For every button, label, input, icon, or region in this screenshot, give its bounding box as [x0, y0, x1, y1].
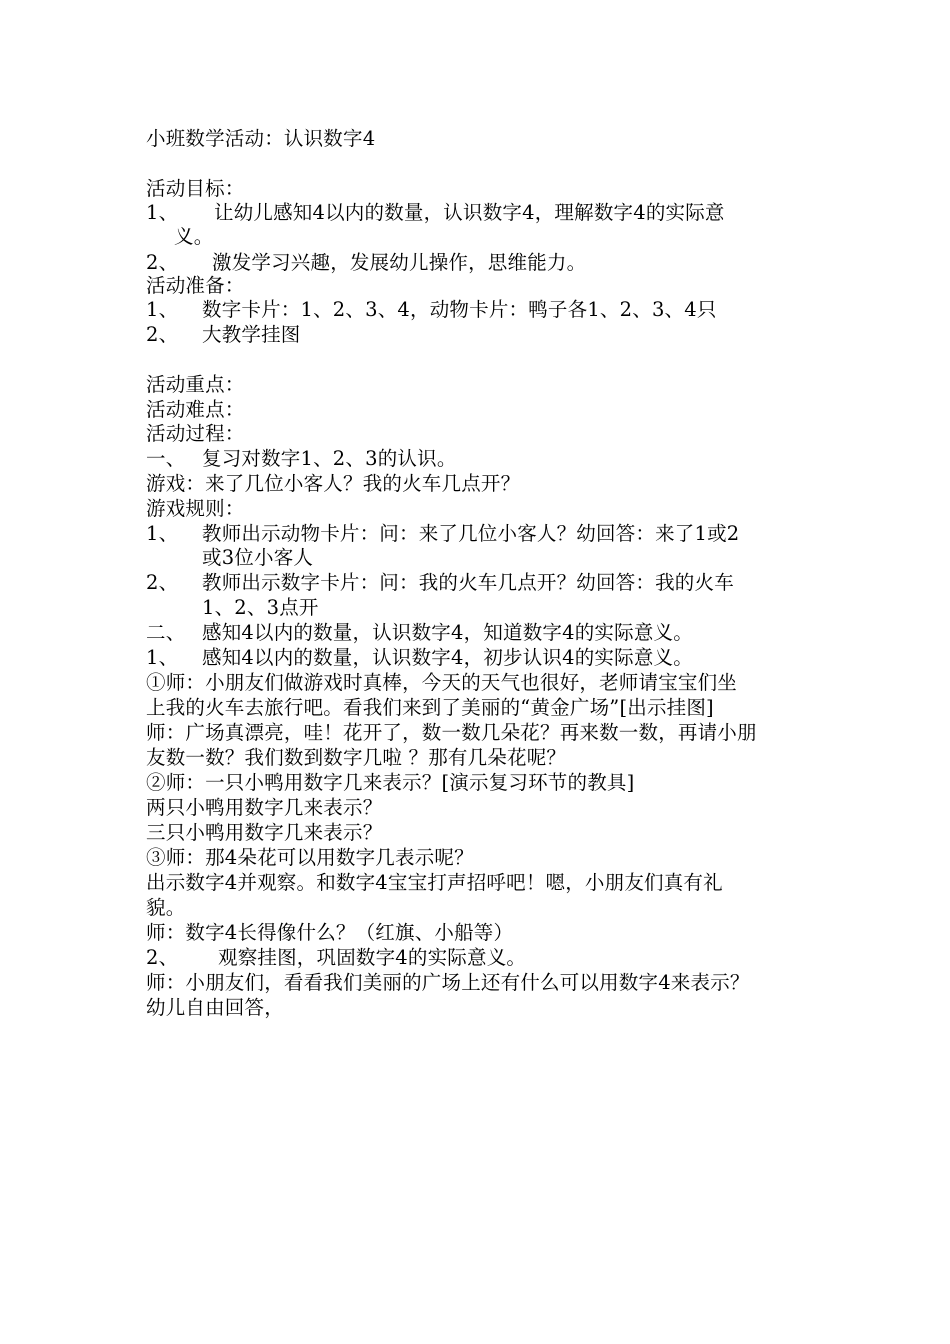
goal-1-continuation: 义。 [174, 225, 214, 248]
prep-1-text: 数字卡片：1、2、3、4，动物卡片：鸭子各1、2、3、4只 [202, 298, 717, 321]
body-line-6: 两只小鸭用数字几来表示？ [146, 796, 383, 819]
rule-1-text: 教师出示动物卡片：问：来了几位小客人？幼回答：来了1或2 [202, 522, 740, 545]
doc-title: 小班数学活动：认识数字4 [146, 127, 376, 150]
substep-2-text: 观察挂图，巩固数字4的实际意义。 [218, 946, 527, 969]
rule-item-2 [146, 571, 734, 595]
substep-1 [146, 646, 693, 670]
goal-item-1 [146, 201, 725, 225]
process-heading: 活动过程： [146, 422, 245, 445]
body-line-13: 幼儿自由回答， [146, 996, 284, 1019]
substep-1-text: 感知4以内的数量，认识数字4，初步认识4的实际意义。 [202, 646, 693, 669]
prep-item-2 [146, 323, 301, 347]
goal-item-2 [146, 251, 586, 275]
goals-heading: 活动目标： [146, 177, 245, 200]
body-line-4: 友数一数？我们数到数字几啦 ？那有几朵花呢？ [146, 746, 567, 769]
difficulties-heading: 活动难点： [146, 398, 245, 421]
rule-1-number: 1、 [146, 522, 179, 545]
rule-1-continuation: 或3位小客人 [202, 546, 314, 569]
rule-2-text: 教师出示数字卡片：问：我的火车几点开？幼回答：我的火车 [202, 571, 734, 594]
body-line-10: 貌。 [146, 896, 186, 919]
goal-1-text: 让幼儿感知4以内的数量，认识数字4，理解数字4的实际意 [214, 201, 725, 224]
process-step-1-number: 一、 [146, 447, 186, 470]
body-line-7: 三只小鸭用数字几来表示？ [146, 821, 383, 844]
process-step-2-number: 二、 [146, 621, 186, 644]
process-step-2 [146, 621, 693, 645]
substep-2-number: 2、 [146, 946, 179, 969]
body-line-1: ①师：小朋友们做游戏时真棒，今天的天气也很好，老师请宝宝们坐 [146, 671, 738, 694]
body-line-11: 师：数字4长得像什么？（红旗、小船等） [146, 921, 514, 944]
key-points-heading: 活动重点： [146, 373, 245, 396]
body-line-3: 师：广场真漂亮，哇！花开了，数一数几朵花？再来数一数，再请小朋 [146, 721, 757, 744]
prep-heading: 活动准备： [146, 274, 245, 297]
rule-2-number: 2、 [146, 571, 179, 594]
game-line: 游戏：来了几位小客人？我的火车几点开？ [146, 472, 521, 495]
goal-2-text: 激发学习兴趣，发展幼儿操作，思维能力。 [212, 251, 587, 274]
rules-heading: 游戏规则： [146, 497, 245, 520]
body-line-2: 上我的火车去旅行吧。看我们来到了美丽的“黄金广场”[出示挂图] [146, 696, 714, 719]
body-line-5: ②师：一只小鸭用数字几来表示？[演示复习环节的教具] [146, 771, 635, 794]
substep-1-number: 1、 [146, 646, 179, 669]
rule-item-1 [146, 522, 739, 546]
process-step-1-text: 复习对数字1、2、3的认识。 [202, 447, 457, 470]
body-line-9: 出示数字4并观察。和数字4宝宝打声招呼吧！嗯，小朋友们真有礼 [146, 871, 723, 894]
body-line-12: 师：小朋友们，看看我们美丽的广场上还有什么可以用数字4来表示？ [146, 971, 750, 994]
goal-2-number: 2、 [146, 251, 179, 274]
body-line-8: ③师：那4朵花可以用数字几表示呢？ [146, 846, 474, 869]
prep-2-number: 2、 [146, 323, 179, 346]
rule-2-continuation: 1、2、3点开 [202, 596, 319, 619]
prep-2-text: 大教学挂图 [202, 323, 301, 346]
substep-2 [146, 946, 526, 970]
goal-1-number: 1、 [146, 201, 179, 224]
prep-item-1 [146, 298, 717, 322]
process-step-1 [146, 447, 457, 471]
prep-1-number: 1、 [146, 298, 179, 321]
process-step-2-text: 感知4以内的数量，认识数字4，知道数字4的实际意义。 [202, 621, 693, 644]
